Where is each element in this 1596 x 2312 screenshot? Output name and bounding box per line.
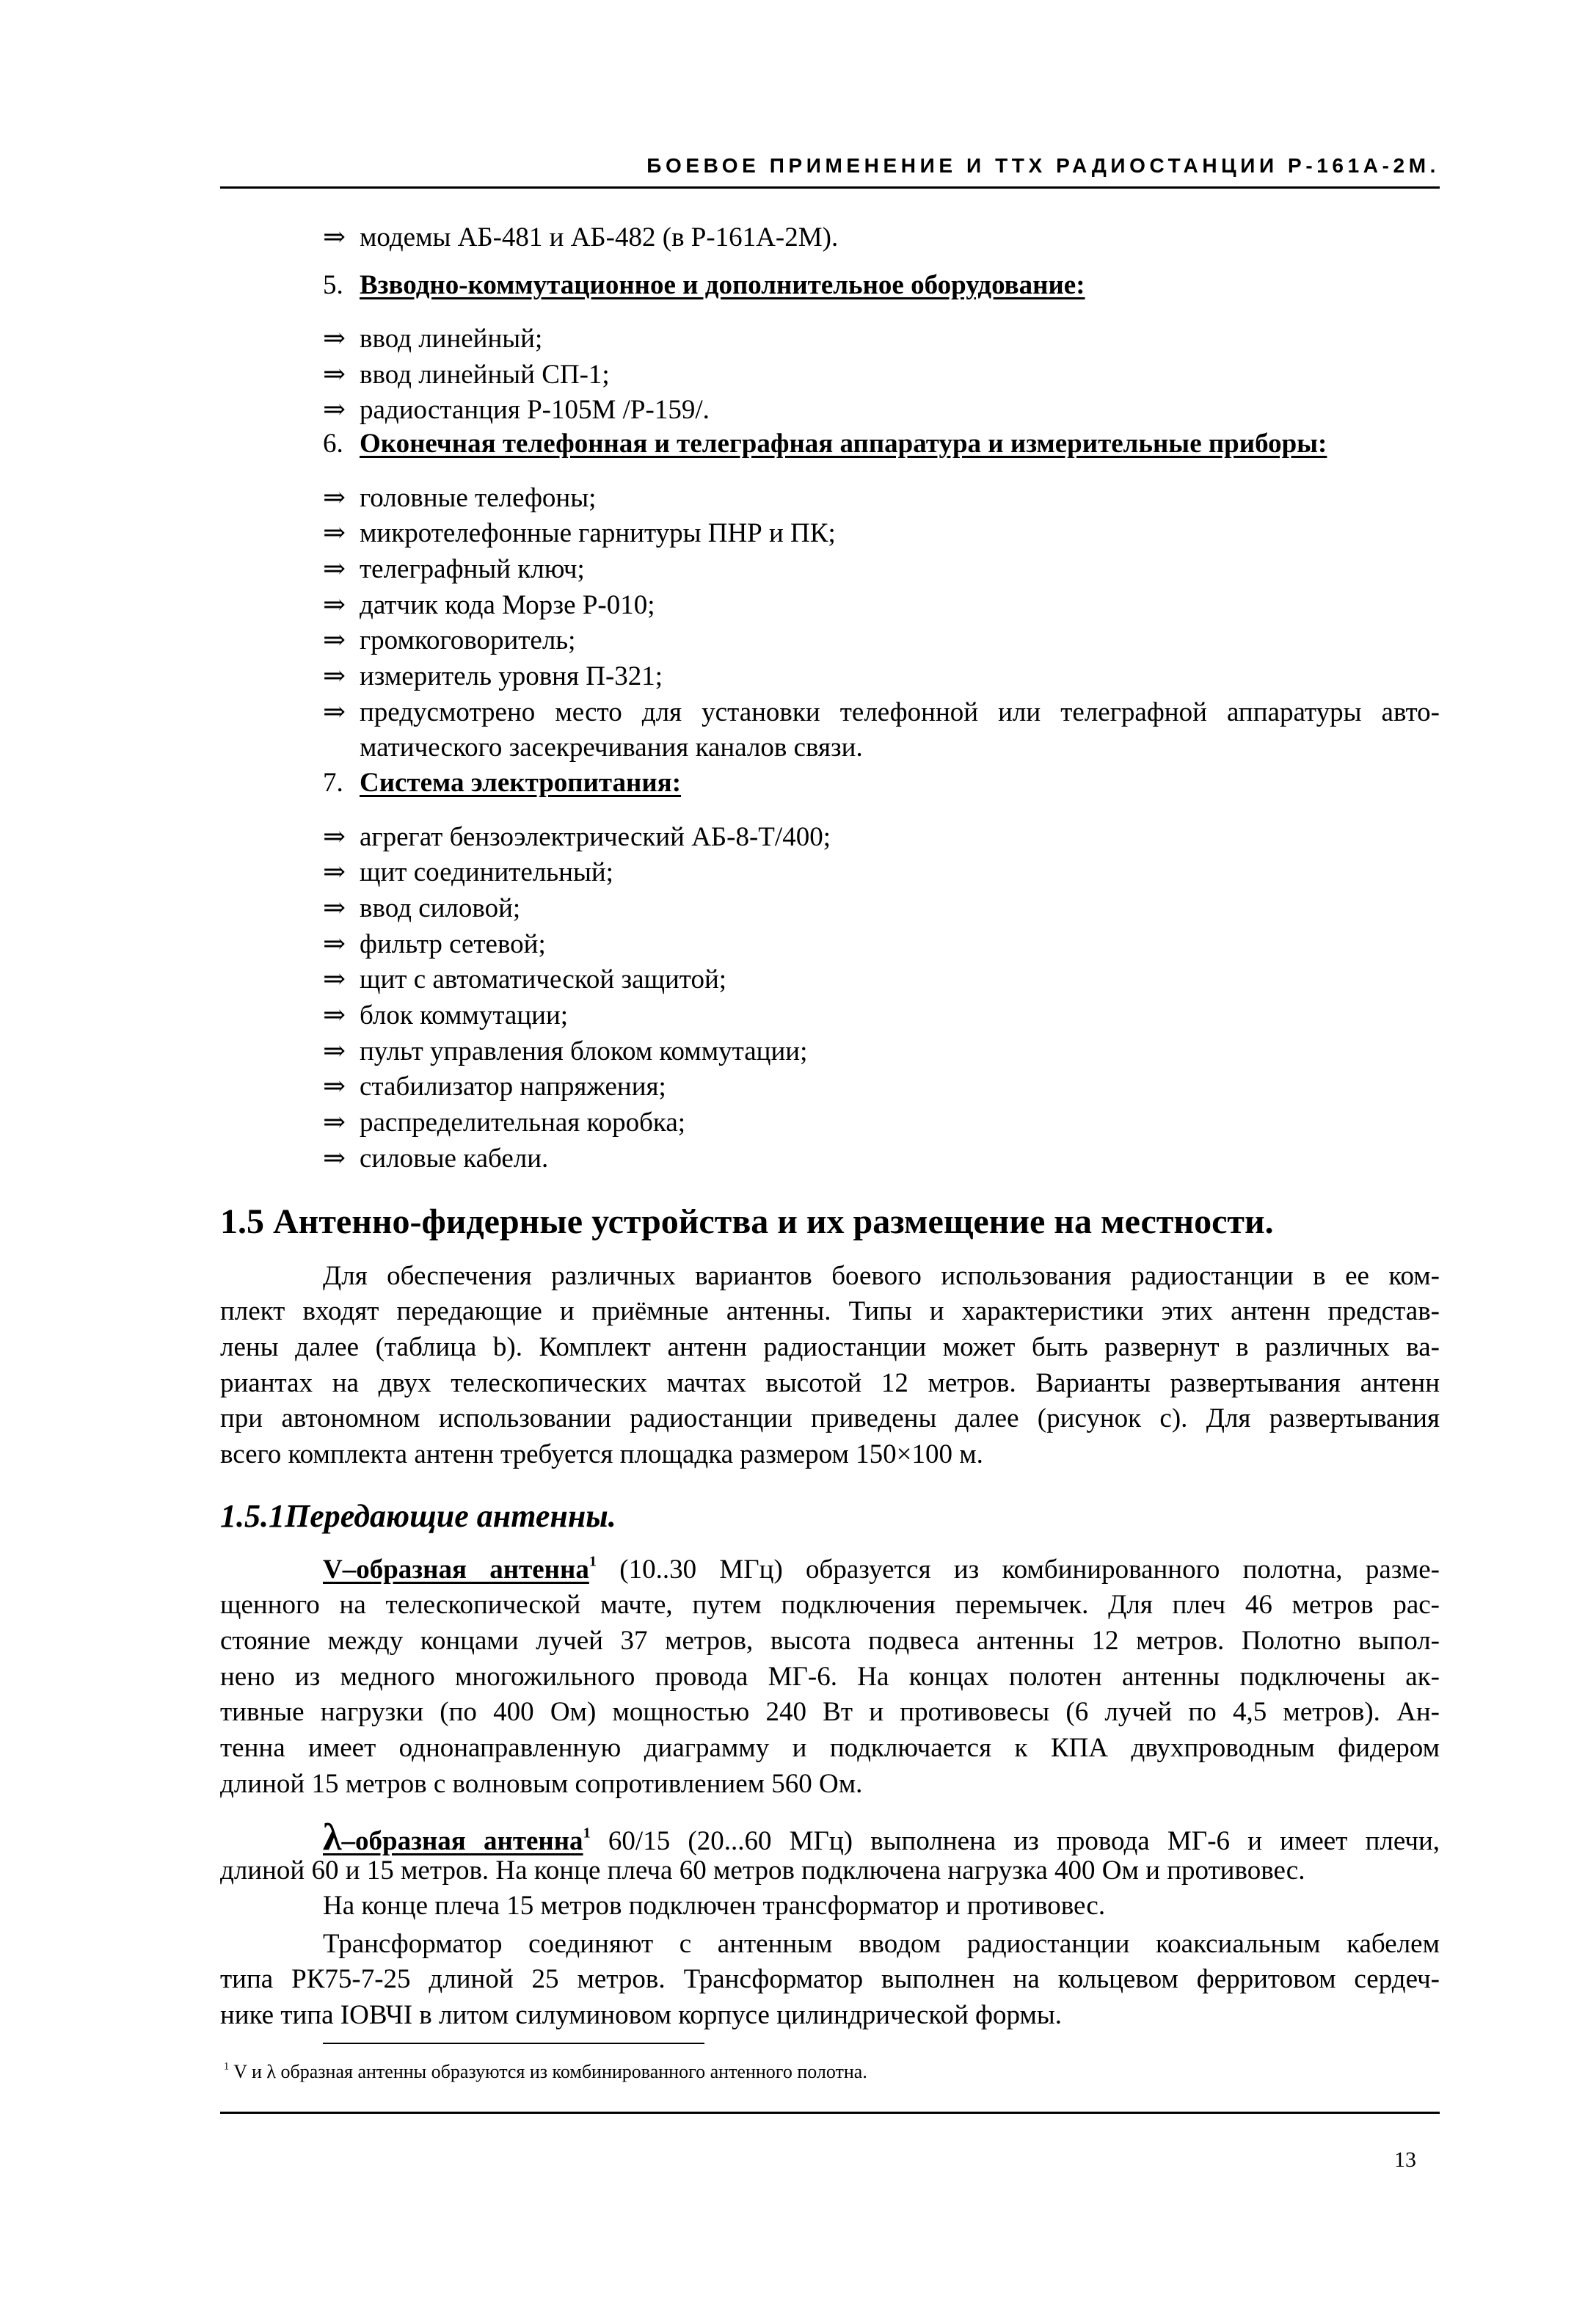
list-item: громкоговоритель;	[360, 625, 576, 655]
paragraph-line: щенного на телескопической мачте, путем подключения перемычек. Для плеч 46 метров рас-	[220, 1590, 1440, 1620]
section-7-number: 7.	[323, 768, 343, 798]
list-item: агрегат бензоэлектрический АБ-8-Т/400;	[360, 822, 831, 852]
arrow-icon: ⇒	[323, 1072, 346, 1102]
paragraph-line: Трансформатор соединяют с антенным вводом радиостанции коаксиальным кабелем	[323, 1929, 1440, 1959]
arrow-icon: ⇒	[323, 661, 346, 691]
list-item: распределительная коробка;	[360, 1108, 686, 1138]
arrow-icon: ⇒	[323, 857, 346, 887]
arrow-icon: ⇒	[323, 554, 346, 584]
paragraph-line: На конце плеча 15 метров подключен трансформатор и противовес.	[323, 1891, 1106, 1921]
list-item: силовые кабели.	[360, 1144, 549, 1174]
section-5-title: Взводно-коммутационное и дополнительное оборудование:	[360, 270, 1085, 300]
list-item: пульт управления блоком коммутации;	[360, 1036, 808, 1066]
section-heading-1-5-1: 1.5.1Передающие антенны.	[220, 1498, 616, 1534]
list-item: щит соединительный;	[360, 857, 613, 887]
footnote	[224, 2062, 867, 2082]
lambda-antenna-term: λ–образная антенна	[323, 1817, 583, 1858]
arrow-icon: ⇒	[323, 395, 346, 425]
footnote-number: 1	[224, 2060, 230, 2073]
list-item: радиостанция Р-105М /Р-159/.	[360, 395, 710, 425]
arrow-icon: ⇒	[323, 1036, 346, 1066]
arrow-icon: ⇒	[323, 483, 346, 513]
arrow-icon: ⇒	[323, 625, 346, 655]
lambda-antenna-text: 60/15 (20...60 МГц) выполнена из провода МГ-6 и имеет плечи,	[590, 1826, 1440, 1856]
arrow-icon: ⇒	[323, 822, 346, 852]
footnote-rule	[323, 2043, 704, 2044]
paragraph-line: нике типа IОВЧI в литом силуминовом корпусе цилиндрической формы.	[220, 2000, 1062, 2030]
v-antenna-first-line	[323, 1553, 1440, 1585]
arrow-icon: ⇒	[323, 590, 346, 620]
section-5-number: 5.	[323, 270, 343, 300]
list-item-continuation: матического засекречивания каналов связи.	[360, 733, 863, 763]
section-7-title: Система электропитания:	[360, 768, 682, 798]
paragraph-line: типа РК75-7-25 длиной 25 метров. Трансформатор выполнен на кольцевом ферритовом сердеч-	[220, 1964, 1440, 1994]
list-item: ввод силовой;	[360, 893, 521, 923]
list-item: блок коммутации;	[360, 1000, 569, 1030]
paragraph-line: всего комплекта антенн требуется площадка размером 150×100 м.	[220, 1439, 983, 1469]
footer-rule	[220, 2112, 1440, 2114]
list-item: щит с автоматической защитой;	[360, 964, 727, 995]
list-item: ввод линейный;	[360, 324, 543, 354]
list-item: фильтр сетевой;	[360, 929, 546, 959]
paragraph-line: длиной 15 метров с волновым сопротивлением 560 Ом.	[220, 1769, 863, 1799]
arrow-icon: ⇒	[323, 518, 346, 548]
header-rule	[220, 186, 1440, 189]
section-heading-1-5: 1.5 Антенно-фидерные устройства и их размещение на местности.	[220, 1202, 1274, 1241]
paragraph-line: длиной 60 и 15 метров. На конце плеча 60 метров подключена нагрузка 400 Ом и противовес.	[220, 1855, 1305, 1886]
lambda-antenna-first-line	[323, 1819, 1440, 1857]
arrow-icon: ⇒	[323, 929, 346, 959]
paragraph-line: лены далее (таблица b). Комплект антенн радиостанции может быть развернут в различных ва-	[220, 1332, 1440, 1362]
lambda-symbol: λ	[323, 1817, 342, 1858]
page-number: 13	[1394, 2148, 1416, 2172]
paragraph-line: тенна имеет однонаправленную диаграмму и подключается к КПА двухпроводным фидером	[220, 1733, 1440, 1763]
list-item: предусмотрено место для установки телефонной или телеграфной аппаратуры авто-	[360, 697, 1440, 727]
paragraph-line: риантах на двух телескопических мачтах высотой 12 метров. Варианты развертывания антенн	[220, 1368, 1440, 1398]
list-item: стабилизатор напряжения;	[360, 1072, 666, 1102]
list-item: датчик кода Морзе Р-010;	[360, 590, 655, 620]
paragraph-line: Для обеспечения различных вариантов боевого использования радиостанции в ее ком-	[323, 1261, 1440, 1291]
footnote-mark: 1	[589, 1553, 597, 1570]
list-item: головные телефоны;	[360, 483, 597, 513]
footnote-mark: 1	[583, 1825, 591, 1842]
arrow-icon: ⇒	[323, 222, 346, 252]
paragraph-line: стояние между концами лучей 37 метров, высота подвеса антенны 12 метров. Полотно выпол-	[220, 1626, 1440, 1656]
arrow-icon: ⇒	[323, 893, 346, 923]
list-item: ввод линейный СП-1;	[360, 360, 610, 390]
footnote-text: V и λ образная антенны образуются из комбинированного антенного полотна.	[233, 2061, 867, 2082]
paragraph-line: при автономном использовании радиостанции приведены далее (рисунок с). Для развертывания	[220, 1403, 1440, 1433]
arrow-icon: ⇒	[323, 697, 346, 727]
list-item: телеграфный ключ;	[360, 554, 585, 584]
arrow-icon: ⇒	[323, 360, 346, 390]
paragraph-line: нено из медного многожильного провода МГ-6. На концах полотен антенны подключены ак-	[220, 1662, 1440, 1692]
running-header: БОЕВОЕ ПРИМЕНЕНИЕ И ТТХ РАДИОСТАНЦИИ Р-161А-2М.	[646, 154, 1440, 177]
paragraph-line: плект входят передающие и приёмные антенны. Типы и характеристики этих антенн представ-	[220, 1296, 1440, 1326]
v-antenna-text: (10..30 МГц) образуется из комбинированного полотна, разме-	[597, 1555, 1440, 1585]
arrow-icon: ⇒	[323, 1000, 346, 1030]
arrow-icon: ⇒	[323, 1144, 346, 1174]
list-item: измеритель уровня П-321;	[360, 661, 663, 691]
section-6-number: 6.	[323, 429, 343, 459]
v-antenna-term: V–образная антенна	[323, 1555, 589, 1585]
paragraph-line: тивные нагрузки (по 400 Ом) мощностью 240 Вт и противовесы (6 лучей по 4,5 метров). Ан-	[220, 1697, 1440, 1727]
list-item: модемы АБ-481 и АБ-482 (в Р-161А-2М).	[360, 222, 839, 252]
arrow-icon: ⇒	[323, 1108, 346, 1138]
arrow-icon: ⇒	[323, 324, 346, 354]
arrow-icon: ⇒	[323, 964, 346, 995]
section-6-title: Оконечная телефонная и телеграфная аппаратура и измерительные приборы:	[360, 429, 1327, 459]
list-item: микротелефонные гарнитуры ПНР и ПК;	[360, 518, 836, 548]
